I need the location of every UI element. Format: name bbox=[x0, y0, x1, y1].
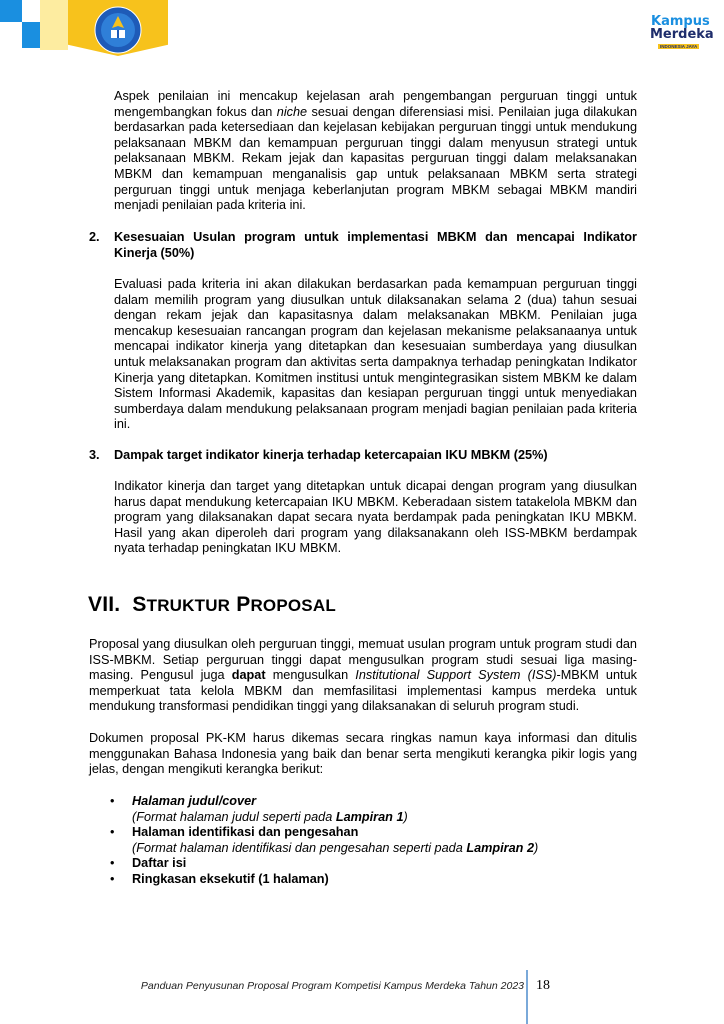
criterion-3-heading: Dampak target indikator kinerja terhadap ketercapaian IKU MBKM (25%) bbox=[114, 448, 548, 462]
tut-wuri-handayani-logo bbox=[94, 6, 142, 54]
chapter-heading: VII. STRUKTUR PROPOSAL bbox=[88, 593, 336, 616]
logo-line1: Kampus bbox=[651, 14, 710, 29]
criterion-3-number: 3. bbox=[89, 448, 100, 462]
list-item: • Daftar isi bbox=[110, 856, 187, 871]
page-number: 18 bbox=[536, 978, 550, 993]
proposal-structure-list bbox=[110, 794, 538, 888]
logo-line2: Merdeka bbox=[650, 27, 714, 42]
section-paragraph-1: Proposal yang diusulkan oleh perguruan tinggi, memuat usulan program untuk program studi dan ISS-MBKM. Setiap perguruan tinggi dapat mengusulkan program studi sesuai liga masing-masing. Pengusul juga dapat mengusulkan Institutional Support System (ISS)-MBKM untuk memperkuat tata kelola MBKM dan memfasilitasi implementasi kampus merdeka untuk mendukung transformasi pendidikan tinggi yang dilaksanakan di seluruh program studi. bbox=[89, 637, 637, 714]
kampus-merdeka-logo bbox=[648, 14, 714, 54]
section-paragraph-2: Dokumen proposal PK-KM harus dikemas secara ringkas namun kaya informasi dan ditulis menggunakan Bahasa Indonesia yang baik dan benar serta mengikuti kerangka pikir logis yang jelas, dengan mengikuti kerangka berikut: bbox=[89, 731, 637, 777]
logo-tag: INDONESIA JAYA bbox=[660, 44, 698, 49]
criterion-3-body: Indikator kinerja dan target yang ditetapkan untuk dicapai dengan program yang diusulkan harus dapat mendukung ketercapaian IKU MBKM. Keberadaan sistem tatakelola MBKM dan program yang dilaksanakan dapat secara nyata berdampak pada peningkatan IKU MBKM. Hasil yang akan diperoleh dari program yang dilaksanakann oleh ISS-MBKM berdampak nyata terhadap peningkatan IKU MBKM. bbox=[114, 479, 637, 556]
footer-text: Panduan Penyusunan Proposal Program Kompetisi Kampus Merdeka Tahun 2023 bbox=[140, 980, 524, 992]
intro-paragraph: Aspek penilaian ini mencakup kejelasan arah pengembangan perguruan tinggi untuk mengembangkan fokus dan niche sesuai dengan diferensiasi misi. Penilaian juga dilakukan berdasarkan pada ketersediaan dan kejelasan kebijakan perguruan tinggi untuk mendukung pelaksanaan MBKM dan kemampuan perguruan tinggi dalam menyusun strategi untuk pelaksanaan MBKM. Rekam jejak dan kapasitas perguruan tinggi dalam melaksanakan MBKM dan kemampuan menganalisis gap untuk pelaksanaan MBKM serta strategi perguruan tinggi untuk menjaga keberlanjutan program MBKM sebagai MBKM mandiri menjadi penilaian pada kriteria ini. bbox=[114, 89, 637, 213]
list-item: • Halaman identifikasi dan pengesahan (Format halaman identifikasi dan pengesahan seperti pada Lampiran 2) bbox=[110, 825, 539, 855]
criterion-2-heading: Kesesuaian Usulan program untuk implementasi MBKM dan mencapai Indikator Kinerja (50%) bbox=[114, 230, 637, 260]
corner-decoration bbox=[0, 0, 180, 70]
chapter-numeral: VII. bbox=[88, 593, 121, 616]
list-item: • Halaman judul/cover (Format halaman judul seperti pada Lampiran 1) bbox=[110, 794, 408, 824]
criterion-2-number: 2. bbox=[89, 230, 100, 244]
criterion-2-body: Evaluasi pada kriteria ini akan dilakukan berdasarkan pada kemampuan perguruan tinggi dalam memilih program yang diusulkan untuk dilaksanakan selama 2 (dua) tahun sesuai dengan rekam jejak dan kapasitasnya dalam melaksanakan MBKM. Penilaian juga mencakup kesesuaian rancangan program dan kejelasan mekanisme pelaksanaanya untuk mencapai indikator kinerja yang ditetapkan dan kesesuaian sumberdaya yang diusulkan untuk melaksanakan program dan aktivitas serta dampaknya terhadap peningkatan Indikator Kinerja yang ditetapkan. Komitmen institusi untuk mengintegrasikan sistem MBKM ke dalam Sistem Informasi Akademik, kapasitas dan kesiapan perguruan tinggi untuk menyediakan sumberdaya dalam mendukung pelaksanaan program menjadi bagian penilaian pada kriteria ini. bbox=[114, 277, 637, 432]
list-item: • Ringkasan eksekutif (1 halaman) bbox=[110, 871, 329, 886]
footer-divider bbox=[526, 970, 528, 1024]
